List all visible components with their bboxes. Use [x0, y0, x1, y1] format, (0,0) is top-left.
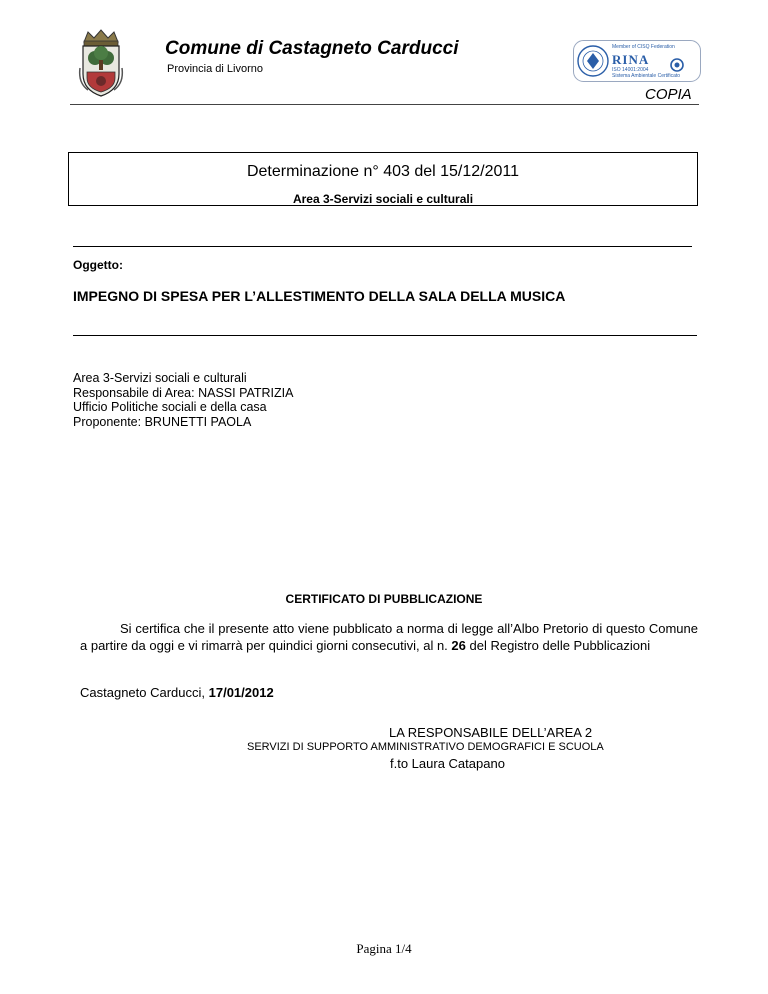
- page-number: Pagina 1/4: [356, 941, 412, 956]
- rina-standard-text: ISO 14001:2004: [612, 67, 649, 73]
- certificate-heading: CERTIFICATO DI PUBBLICAZIONE: [285, 592, 483, 606]
- place: Castagneto Carducci,: [80, 685, 209, 700]
- subject-bottom-divider: [73, 335, 697, 336]
- province-label: Provincia di Livorno: [167, 63, 263, 75]
- determination-box: [68, 152, 698, 206]
- info-area: Area 3-Servizi sociali e culturali: [73, 371, 247, 385]
- certificate-text-after: del Registro delle Pubblicazioni: [465, 638, 651, 653]
- subject-text: IMPEGNO DI SPESA PER L’ALLESTIMENTO DELLA SALA DELLA MUSICA: [73, 288, 566, 304]
- signature-title: LA RESPONSABILE DELL’AREA 2: [389, 725, 593, 740]
- registry-number: 26: [451, 638, 466, 653]
- rina-member-text: Member of CISQ Federation: [612, 44, 675, 50]
- signature-name: f.to Laura Catapano: [390, 756, 505, 771]
- place-date: [80, 685, 274, 700]
- certificate-body: [80, 620, 698, 654]
- copy-mark: COPIA: [645, 86, 692, 103]
- municipality-title: Comune di Castagneto Carducci: [165, 38, 459, 59]
- info-proponent: Proponente: BRUNETTI PAOLA: [73, 414, 252, 429]
- municipality-crest-icon: [78, 28, 124, 98]
- certificate-text-before: Si certifica che il presente atto viene pubblicato a norma di legge all’Albo Pretorio di questo Comune a partire da oggi e vi rimarrà per quindici giorni consecutivi, al n.: [80, 621, 698, 653]
- determination-area: Area 3-Servizi sociali e culturali: [292, 192, 474, 206]
- rina-brand-text: RINA: [612, 52, 650, 67]
- signature-office: SERVIZI DI SUPPORTO AMMINISTRATIVO DEMOGRAFICI E SCUOLA: [247, 741, 604, 753]
- subject-label: Oggetto:: [73, 258, 123, 272]
- info-responsible: Responsabile di Area: NASSI PATRIZIA: [73, 385, 294, 400]
- determination-title: Determinazione n° 403 del 15/12/2011: [246, 163, 520, 180]
- header-divider: [70, 104, 699, 105]
- responsibility-info: [73, 371, 293, 429]
- subject-top-divider: [73, 246, 692, 247]
- rina-system-text: Sistema Ambientale Certificato: [612, 73, 681, 79]
- info-office: Ufficio Politiche sociali e della casa: [73, 400, 267, 414]
- publication-date: 17/01/2012: [208, 685, 274, 700]
